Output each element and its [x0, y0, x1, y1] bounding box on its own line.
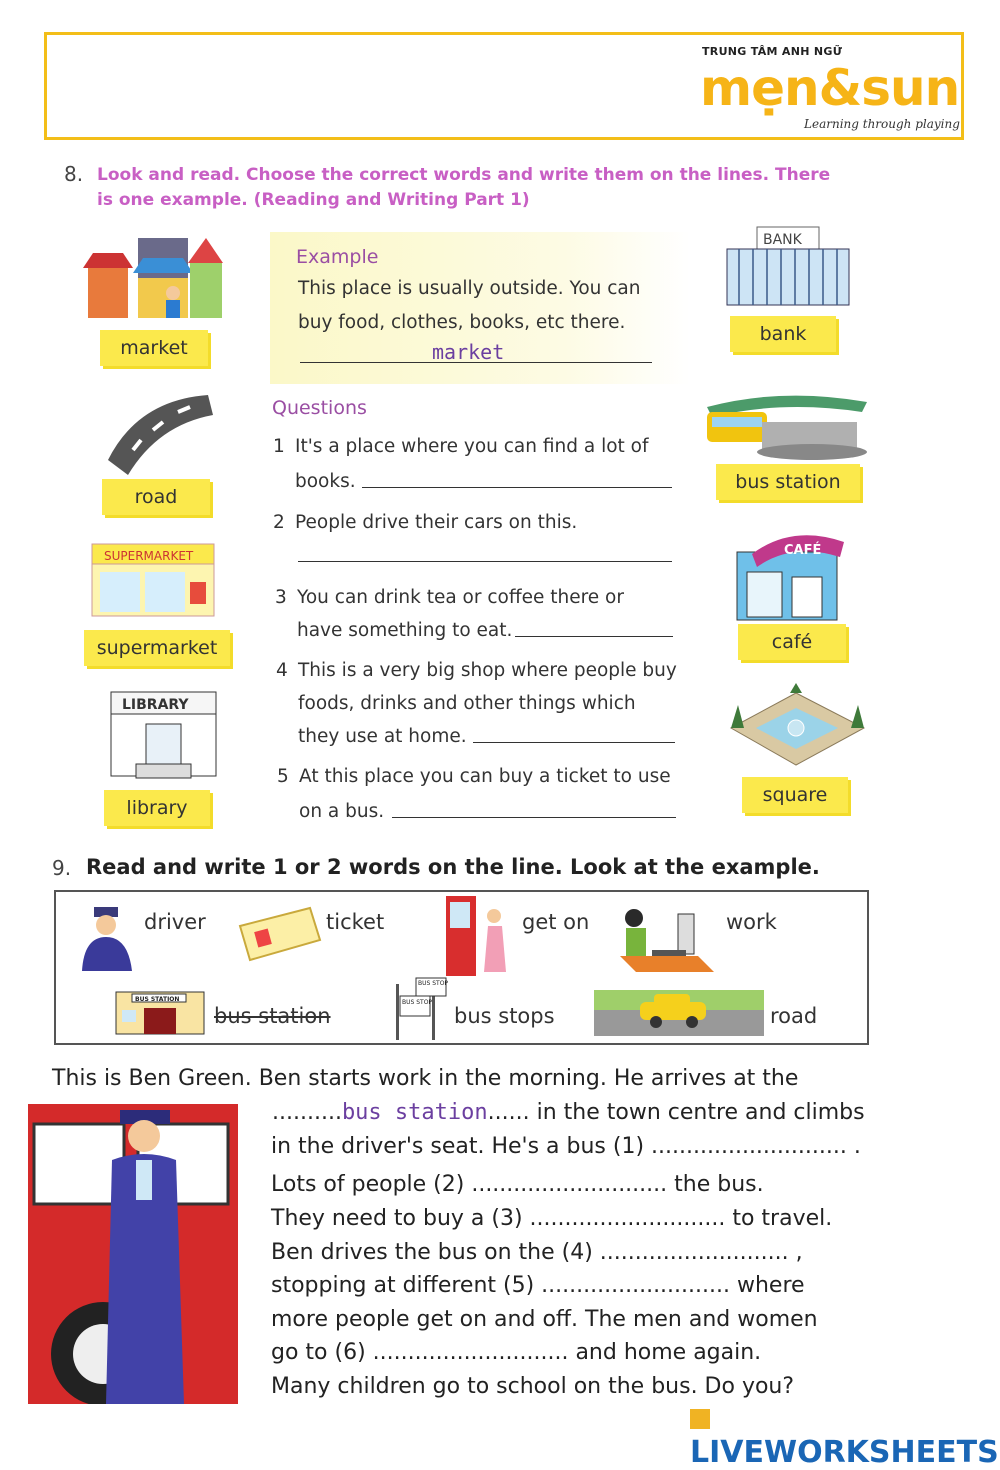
word-label-bank: bank — [730, 316, 836, 352]
story-line-1 — [272, 1096, 865, 1130]
library-picture — [106, 690, 221, 785]
question-4-line1: This is a very big shop where people buy — [298, 660, 677, 681]
driver-picture — [74, 905, 136, 971]
exercise-9-number: 9. — [52, 856, 72, 880]
question-5-number: 5 — [277, 766, 289, 787]
exercise-8-number: 8. — [64, 162, 84, 186]
question-4-line3: they use at home. — [298, 726, 467, 747]
ticket-picture — [238, 906, 322, 962]
brand-top-text: TRUNG TÂM ANH NGỮ — [702, 45, 843, 58]
story-line-1-text: ...... in the town centre and climbs — [487, 1100, 865, 1125]
get-on-picture — [444, 894, 514, 980]
word-label-cafe: café — [738, 624, 846, 660]
library-sign-text: LIBRARY — [122, 697, 189, 713]
word-road: road — [770, 1004, 818, 1028]
word-label-road: road — [102, 479, 210, 515]
story-line-6: stopping at different (5) ........................... where — [271, 1273, 805, 1298]
answer-2-input[interactable] — [298, 561, 672, 562]
bus-driver-illustration — [28, 1104, 264, 1404]
word-bus-station-example: bus station — [214, 1004, 331, 1028]
road-car-picture — [594, 990, 764, 1036]
bus-station-small-picture — [114, 990, 206, 1036]
market-picture — [78, 228, 228, 323]
example-text-line1: This place is usually outside. You can — [298, 278, 641, 299]
dots-before-example: .......... — [272, 1100, 342, 1125]
question-2-number: 2 — [273, 512, 285, 533]
word-ticket: ticket — [326, 910, 385, 934]
story-line-3: Lots of people (2) ............................ the bus. — [271, 1172, 764, 1197]
example-text-line2: buy food, clothes, books, etc there. — [298, 312, 626, 333]
story-line-4: They need to buy a (3) ............................ to travel. — [271, 1206, 833, 1231]
cafe-picture — [732, 532, 850, 622]
square-picture — [726, 683, 869, 773]
word-work: work — [726, 910, 777, 934]
question-3-line2: have something to eat. — [297, 620, 513, 641]
bank-picture — [725, 225, 853, 307]
question-1-number: 1 — [273, 436, 285, 457]
liveworksheets-logo[interactable] — [690, 1400, 1000, 1470]
story-line-2: in the driver's seat. He's a bus (1) ............................ . — [271, 1134, 861, 1159]
word-label-market: market — [100, 330, 208, 366]
question-5-line2: on a bus. — [299, 801, 385, 822]
bus-station-sign-text: BUS STATION — [135, 996, 180, 1003]
road-picture — [98, 390, 218, 480]
story-line-9: Many children go to school on the bus. Do you? — [271, 1374, 795, 1399]
brand-tagline: Learning through playing — [804, 117, 960, 131]
bus-stops-picture — [392, 974, 450, 1040]
answer-5-input[interactable] — [392, 817, 676, 818]
brand-logo: mẹn&sun — [700, 59, 960, 117]
story-line-0: This is Ben Green. Ben starts work in the morning. He arrives at the — [52, 1066, 799, 1091]
question-2-line1: People drive their cars on this. — [295, 512, 578, 533]
story-line-8: go to (6) ............................ and home again. — [271, 1340, 762, 1365]
word-bus-stops: bus stops — [454, 1004, 555, 1028]
example-answer: market — [432, 340, 505, 364]
question-3-number: 3 — [275, 587, 287, 608]
example-title: Example — [296, 246, 379, 268]
work-picture — [618, 906, 716, 972]
bus-stop-sign-a-text: BUS STOP — [418, 980, 449, 987]
question-5-line1: At this place you can buy a ticket to use — [299, 766, 671, 787]
question-4-line2: foods, drinks and other things which — [298, 693, 636, 714]
word-get-on: get on — [522, 910, 590, 934]
bank-sign-text: BANK — [763, 232, 802, 248]
word-label-square: square — [742, 777, 848, 813]
supermarket-sign-text: SUPERMARKET — [104, 549, 194, 563]
exercise-9-instruction: Read and write 1 or 2 words on the line. Look at the example. — [86, 855, 820, 879]
exercise-8-instruction: Look and read. Choose the correct words and write them on the lines. There is one example. (Reading and Writing Part 1) — [97, 165, 831, 210]
liveworksheets-brand-text: LIVEWORKSHEETS — [690, 1435, 999, 1470]
word-label-bus-station: bus station — [716, 464, 860, 500]
word-label-supermarket: supermarket — [84, 630, 230, 666]
liveworksheets-icon — [690, 1409, 710, 1429]
supermarket-picture — [90, 542, 218, 622]
bus-station-picture — [702, 392, 870, 462]
question-4-number: 4 — [276, 660, 288, 681]
questions-title: Questions — [272, 397, 367, 419]
question-1-line1: It's a place where you can find a lot of — [295, 436, 649, 457]
story-line-7: more people get on and off. The men and women — [271, 1307, 818, 1332]
bus-stop-sign-b-text: BUS STOP — [402, 999, 433, 1006]
story-line-5: Ben drives the bus on the (4) ........................... , — [271, 1240, 803, 1265]
answer-1-input[interactable] — [362, 487, 672, 488]
word-driver: driver — [144, 910, 206, 934]
question-1-line2: books. — [295, 471, 356, 492]
story-example-answer: bus station — [341, 1100, 488, 1125]
answer-4-input[interactable] — [473, 742, 675, 743]
cafe-sign-text: CAFÉ — [784, 543, 822, 558]
answer-3-input[interactable] — [515, 636, 673, 637]
question-3-line1: You can drink tea or coffee there or — [297, 587, 624, 608]
word-label-library: library — [104, 790, 210, 826]
